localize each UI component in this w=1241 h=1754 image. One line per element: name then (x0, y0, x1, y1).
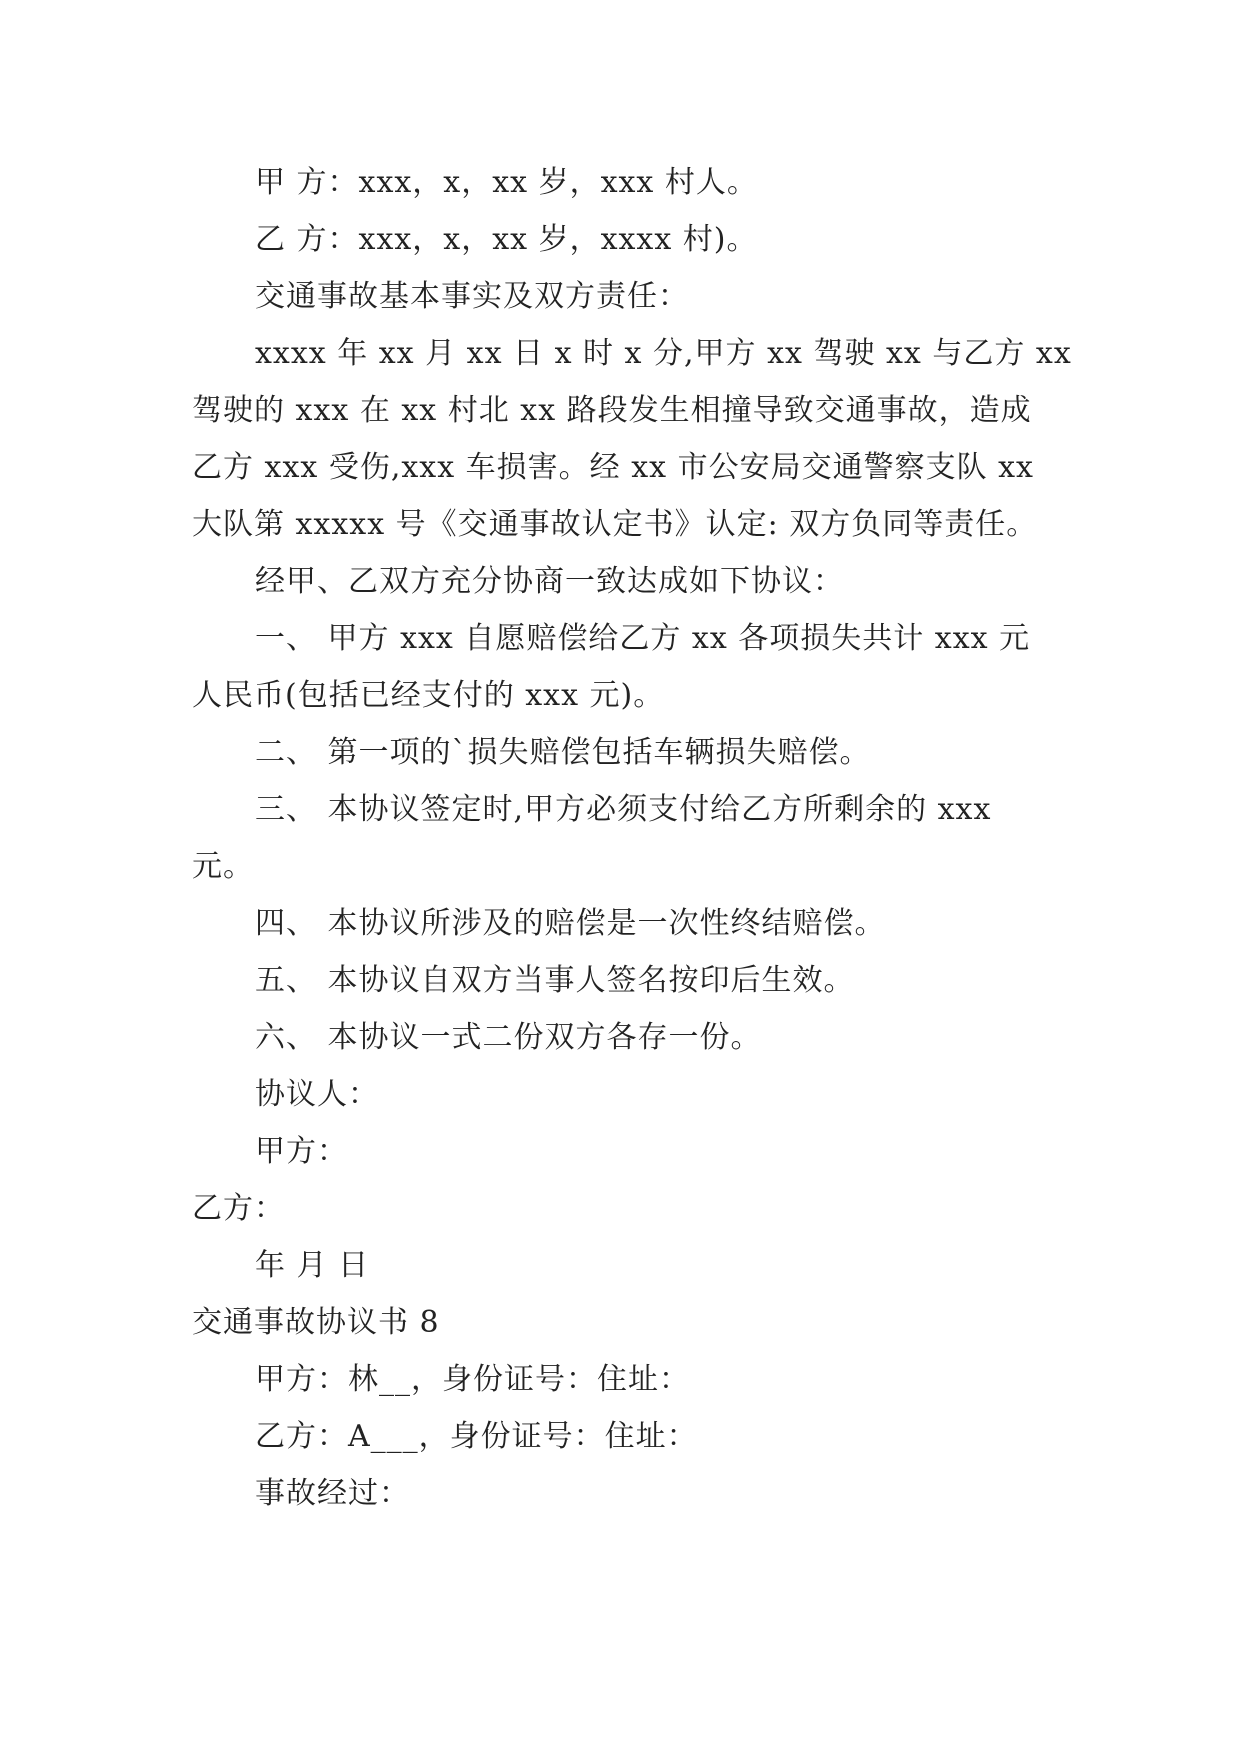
new-party-a-info: 甲方：林__，身份证号：住址： (255, 1362, 690, 1397)
sign-party-a: 甲方： (255, 1134, 348, 1169)
facts-line-3: 乙方 xxx 受伤,xxx 车损害。经 xx 市公安局交通警察支队 xx (192, 450, 1034, 485)
clause-5: 五、 本协议自双方当事人签名按印后生效。 (255, 963, 855, 998)
date-line: 年 月 日 (255, 1248, 370, 1283)
accident-process-heading: 事故经过： (255, 1476, 410, 1511)
clause-2: 二、 第一项的`损失赔偿包括车辆损失赔偿。 (255, 735, 871, 770)
clause-4: 四、 本协议所涉及的赔偿是一次性终结赔偿。 (255, 906, 886, 941)
signatories-label: 协议人： (255, 1077, 379, 1112)
clause-1-line-2: 人民币(包括已经支付的 xxx 元)。 (192, 678, 665, 713)
party-a-info: 甲 方：xxx，x，xx 岁，xxx 村人。 (255, 165, 758, 200)
facts-line-1: xxxx 年 xx 月 xx 日 x 时 x 分,甲方 xx 驾驶 xx 与乙方 xx (255, 336, 1072, 371)
new-party-b-info: 乙方：A___，身份证号：住址： (255, 1419, 698, 1454)
clause-3-line-2: 元。 (192, 849, 254, 884)
agreement-intro: 经甲、乙双方充分协商一致达成如下协议： (255, 564, 844, 599)
party-b-info: 乙 方：xxx，x，xx 岁，xxxx 村)。 (255, 222, 758, 257)
clause-3-line-1: 三、 本协议签定时,甲方必须支付给乙方所剩余的 xxx (255, 792, 992, 827)
clause-1-line-1: 一、 甲方 xxx 自愿赔偿给乙方 xx 各项损失共计 xxx 元 (255, 621, 1031, 656)
section-title: 交通事故协议书 8 (192, 1305, 440, 1340)
facts-line-2: 驾驶的 xxx 在 xx 村北 xx 路段发生相撞导致交通事故，造成 (192, 393, 1032, 428)
facts-heading: 交通事故基本事实及双方责任： (255, 279, 689, 314)
clause-6: 六、 本协议一式二份双方各存一份。 (255, 1020, 762, 1055)
sign-party-b: 乙方： (192, 1191, 285, 1226)
facts-line-4: 大队第 xxxxx 号《交通事故认定书》认定: 双方负同等责任。 (192, 507, 1038, 542)
